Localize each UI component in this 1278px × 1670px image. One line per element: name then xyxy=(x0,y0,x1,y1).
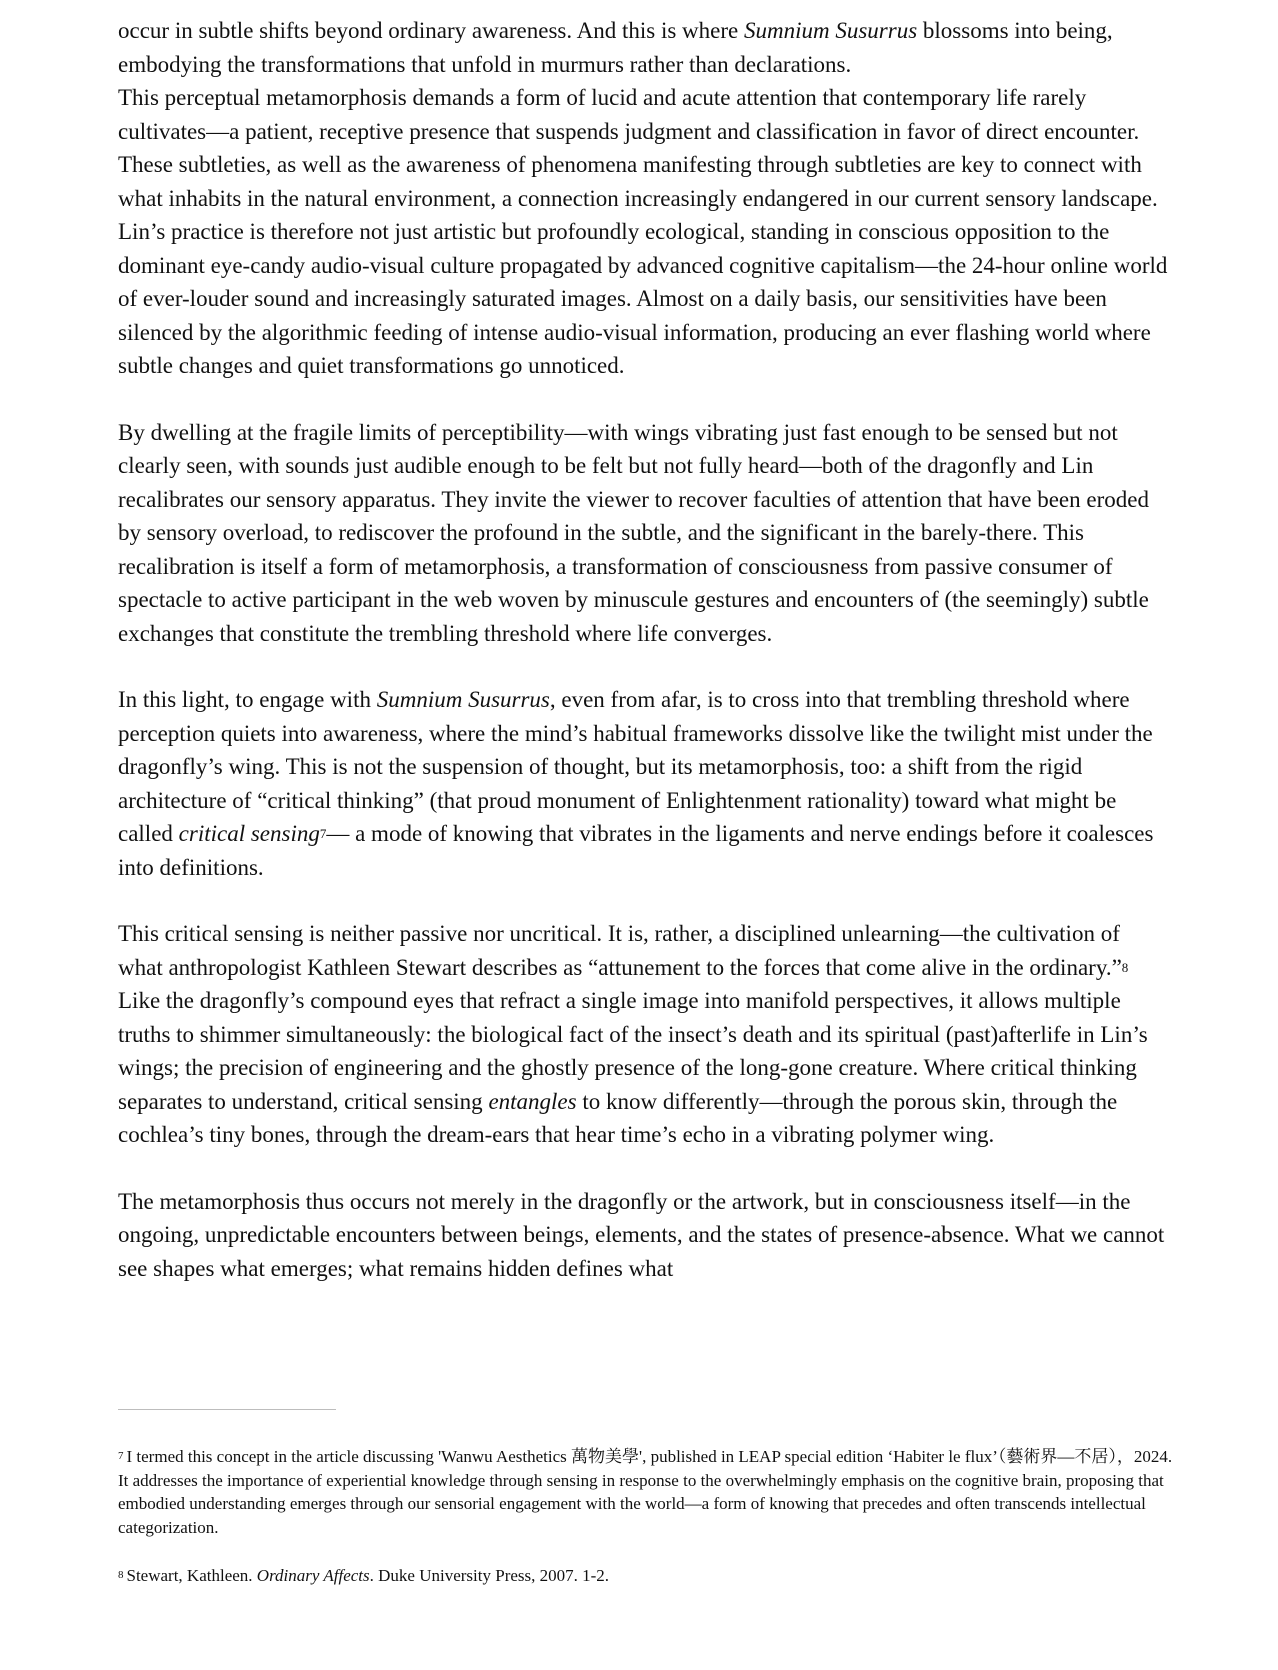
concept-term: critical sensing xyxy=(178,821,320,846)
text: In this light, to engage with xyxy=(118,687,377,712)
text: to know differently—through the porous skin, through the cochlea’s tiny bones, through the dream-ears that hear time’s echo in a vibrating polymer wing. xyxy=(118,1088,1118,1147)
paragraph-5 xyxy=(118,917,1168,1152)
footnote-7 xyxy=(118,1445,1178,1539)
emphasis: entangles xyxy=(488,1088,577,1114)
footnote-ref-8[interactable]: 8 xyxy=(1121,959,1129,975)
text: , even from afar, is to cross into that trembling threshold where perception quiets into awareness, where the mind’s habitual frameworks dissolve like the twilight mist under the dragonfly’s wing. This is not the suspension of thought, but its metamorphosis, too: a shift from the rigid architecture of “critical thinking” (that proud monument of Enlightenment rationality) toward what might be called xyxy=(118,687,1153,846)
paragraph-4 xyxy=(118,683,1168,884)
artwork-title: Sumnium Susurrus xyxy=(376,687,550,712)
document-body xyxy=(118,14,1168,1285)
footnotes xyxy=(118,1445,1178,1588)
paragraph-3: By dwelling at the fragile limits of perceptibility—with wings vibrating just fast enough to be sensed but not clearly seen, with sounds just audible enough to be felt but not fully heard—both of the dragonfly and Lin recalibrates our sensory apparatus. They invite the viewer to recover faculties of attention that have been eroded by sensory overload, to rediscover the profound in the subtle, and the significant in the barely-there. This recalibration is itself a form of metamorphosis, a transformation of consciousness from passive consumer of spectacle to active participant in the web woven by minuscule gestures and encounters of (the seemingly) subtle exchanges that constitute the trembling threshold where life converges. xyxy=(118,419,1149,646)
footnote-text: . Duke University Press, 2007. 1-2. xyxy=(369,1566,610,1585)
book-title: Ordinary Affects xyxy=(256,1566,370,1585)
text: Like the dragonfly’s compound eyes that refract a single image into manifold perspectives, it allows multiple truths to shimmer simultaneously: the biological fact of the insect’s death and its spiritual (past)afterlife in Lin’s wings; the precision of engineering and the ghostly presence of the long-gone creature. Where critical thinking separates to understand, critical sensing xyxy=(118,988,1148,1114)
text: — a mode of knowing that vibrates in the ligaments and nerve endings before it coalesces into definitions. xyxy=(118,821,1154,880)
footnote-8 xyxy=(118,1564,1178,1588)
footnote-ref-7[interactable]: 7 xyxy=(319,826,327,841)
footnote-number: 7 xyxy=(118,1450,124,1462)
paragraph-1 xyxy=(118,14,1168,81)
footnote-divider xyxy=(118,1409,336,1410)
paragraph-2: This perceptual metamorphosis demands a form of lucid and acute attention that contemporary life rarely cultivates—a patient, receptive presence that suspends judgment and classification in favor of direct encounter. These subtleties, as well as the awareness of phenomena manifesting through subtleties are key to connect with what inhabits in the natural environment, a connection increasingly endangered in our current sensory landscape. Lin’s practice is therefore not just artistic but profoundly ecological, standing in conscious opposition to the dominant eye-candy audio-visual culture propagated by advanced cognitive capitalism—the 24-hour online world of ever-louder sound and increasingly saturated images. Almost on a daily basis, our sensitivities have been silenced by the algorithmic feeding of intense audio-visual information, producing an ever flashing world where subtle changes and quiet transformations go unnoticed. xyxy=(118,85,1168,378)
text: occur in subtle shifts beyond ordinary awareness. And this is where xyxy=(118,18,744,43)
artwork-title: Sumnium Susurrus xyxy=(743,18,918,43)
footnote-number: 8 xyxy=(118,1569,124,1581)
paragraph-6: The metamorphosis thus occurs not merely in the dragonfly or the artwork, but in consciousness itself—in the ongoing, unpredictable encounters between beings, elements, and the states of presence-absence. What we cannot see shapes what emerges; what remains hidden defines what xyxy=(118,1188,1165,1281)
footnote-text: I termed this concept in the article discussing 'Wanwu Aesthetics 萬物美學', published in LEAP special edition ‘Habiter le flux’（藝術界—不居），2024. It addresses the importance of experiential knowledge through sensing in response to the overwhelmingly emphasis on the cognitive brain, proposing that embodied understanding emerges through our sensorial engagement with the world—a form of knowing that precedes and often transcends intellectual categorization. xyxy=(118,1447,1173,1537)
text: This critical sensing is neither passive nor uncritical. It is, rather, a disciplined unlearning—the cultivation of what anthropologist Kathleen Stewart describes as “attunement to the forces that come alive in the ordinary.” xyxy=(118,921,1122,980)
text: blossoms into being, embodying the transformations that unfold in murmurs rather than declarations. xyxy=(118,18,1113,77)
footnote-text: Stewart, Kathleen. xyxy=(126,1566,257,1585)
